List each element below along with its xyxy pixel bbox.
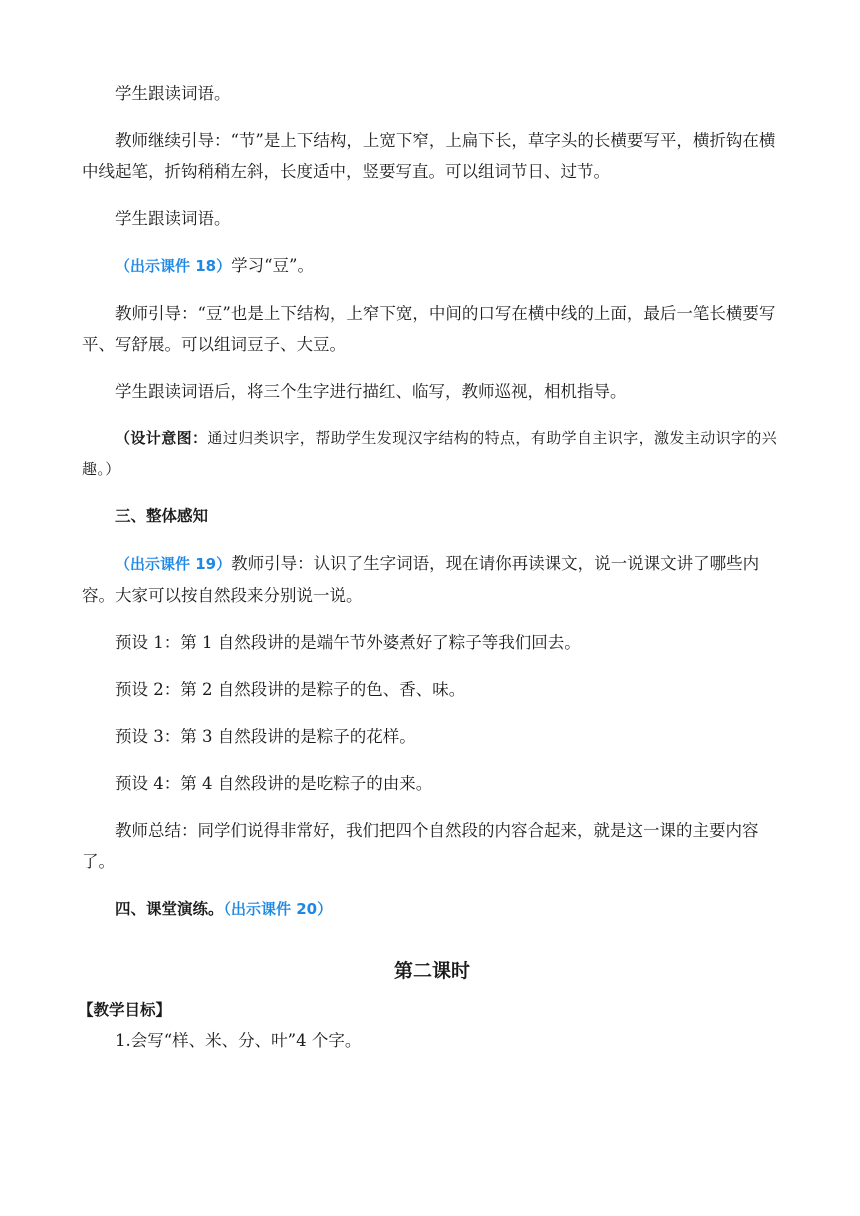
preset-line: 预设 2：第 2 自然段讲的是粽子的色、香、味。 (115, 680, 466, 699)
goal-item: 1.会写“样、米、分、叶”4 个字。 (115, 1031, 362, 1050)
courseware-tag: （出示课件 20） (223, 900, 333, 918)
design-intent-text: 通过归类识字，帮助学生发现汉字结构的特点，有助学自主识字，激发主动识字的兴趣。） (82, 429, 778, 478)
courseware-tag: （出示课件 18） (115, 257, 232, 275)
paragraph-text: 教师引导：认识了生字词语，现在请你再读课文，说一说课文讲了哪些内容。大家可以按自然段来分别说一说。 (82, 554, 760, 605)
paragraph-text: 学习“豆”。 (231, 256, 314, 275)
section-heading-text: 四、课堂演练。 (115, 900, 224, 918)
paragraph (82, 250, 782, 282)
paragraph: 教师总结：同学们说得非常好，我们把四个自然段的内容合起来，就是这一课的主要内容了。 (82, 821, 759, 871)
paragraph: 教师继续引导：“节”是上下结构，上宽下窄，上扁下长，草字头的长横要写平，横折钩在横中线起笔，折钩稍稍左斜，长度适中，竖要写直。可以组词节日、过节。 (82, 131, 776, 181)
paragraph: 学生跟读词语。 (115, 84, 231, 103)
design-intent-label: （设计意图： (115, 429, 208, 447)
preset-line: 预设 1：第 1 自然段讲的是端午节外婆煮好了粽子等我们回去。 (115, 633, 581, 652)
document-page (78, 78, 782, 1056)
preset-line: 预设 4：第 4 自然段讲的是吃粽子的由来。 (115, 774, 433, 793)
courseware-tag: （出示课件 19） (115, 555, 232, 573)
preset-line: 预设 3：第 3 自然段讲的是粽子的花样。 (115, 727, 416, 746)
section-heading (82, 893, 782, 925)
goals-heading: 【教学目标】 (78, 1001, 172, 1019)
paragraph: 学生跟读词语后，将三个生字进行描红、临写，教师巡视，相机指导。 (115, 382, 627, 401)
paragraph: 学生跟读词语。 (115, 209, 231, 228)
section-heading: 三、整体感知 (115, 507, 209, 525)
design-intent (82, 423, 782, 485)
lesson-title: 第二课时 (393, 960, 470, 982)
paragraph: 教师引导：“豆”也是上下结构，上窄下宽，中间的口写在横中线的上面，最后一笔长横要写平、写舒展。可以组词豆子、大豆。 (82, 304, 776, 354)
paragraph (82, 548, 782, 611)
